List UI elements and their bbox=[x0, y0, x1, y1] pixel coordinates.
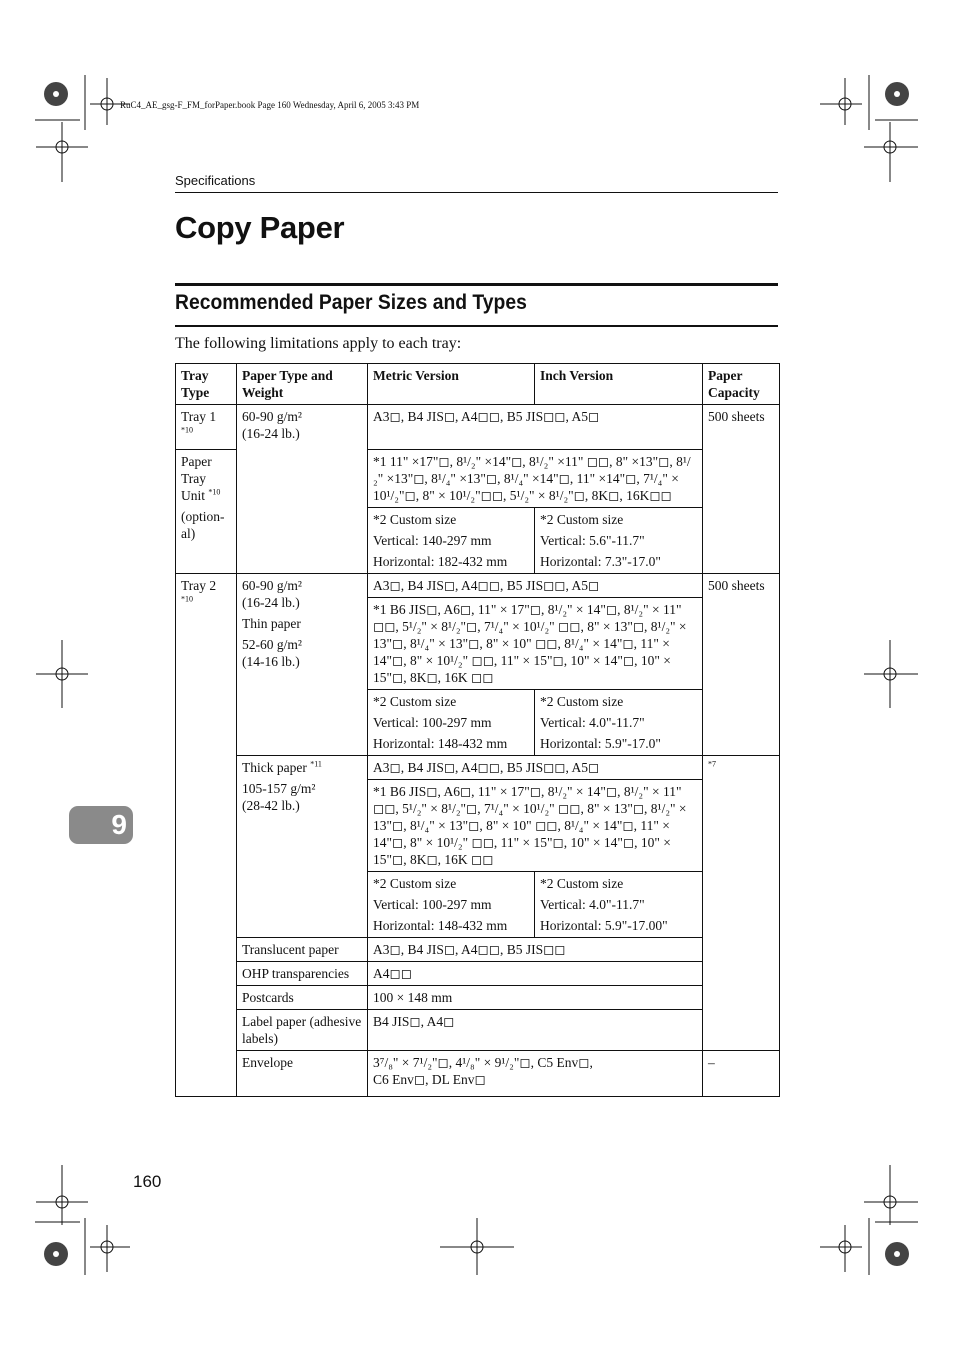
ptu-note: *10 bbox=[208, 487, 221, 497]
section-rule-bottom bbox=[175, 325, 778, 327]
ptu-custom-inch bbox=[535, 508, 703, 574]
custom-vertical: Vertical: 4.0"-11.7" bbox=[540, 715, 645, 730]
thick-capacity: *7 bbox=[708, 759, 716, 769]
tray2-weight-lb: (16-24 lb.) bbox=[242, 595, 300, 610]
envelope-sizes-line2: C6 Env◻, DL Env◻ bbox=[373, 1072, 486, 1087]
tray2-weight: 60-90 g/m² bbox=[242, 578, 302, 593]
custom-horizontal: Horizontal: 148-432 mm bbox=[373, 736, 508, 751]
thick-paper-label: Thick paper bbox=[242, 760, 307, 775]
chapter-tab: 9 bbox=[69, 806, 133, 844]
tray2-more-sizes: *1 B6 JIS◻, A6◻, 11" × 17"◻, 8¹/₂" × 14"◻, 8¹/₂" × 11" ◻◻, 5¹/₂" × 8¹/₂"◻, 7¹/₄" × 10¹/₂" ◻◻, 8" × 13"◻, 8¹/₂" × 13"◻, 8¹/₄" × 13"◻, 8" × 10" ◻◻, 8¹/₄" × 14"◻, 11" × 14"◻, 8" × 10¹/₂" ◻◻, 11" × 15"◻, 10" × 14"◻, 10" × 15"◻, 8K◻, 16K ◻◻ bbox=[368, 598, 703, 690]
thick-paper-note: *11 bbox=[310, 759, 322, 769]
ptu-label: Paper Tray Unit bbox=[181, 454, 212, 503]
custom-size-label: *2 Custom size bbox=[373, 694, 457, 709]
table-row bbox=[176, 574, 780, 598]
custom-vertical: Vertical: 4.0"-11.7" bbox=[540, 897, 645, 912]
thick-custom-inch bbox=[535, 872, 703, 938]
ptu-sizes: *1 11" ×17"◻, 8¹/₂" ×14"◻, 8¹/₂" ×11" ◻◻, 8" ×13"◻, 8¹/₂" ×13"◻, 8¹/₄" ×13"◻, 8¹/₄" ×14"◻, 11" ×14"◻, 7¹/₄" × 10¹/₂"◻, 8" × 10¹/₂"◻◻, 5¹/₂" × 8¹/₂"◻, 8K◻, 16K◻◻ bbox=[368, 450, 703, 508]
label-paper-label: Label paper (adhesive labels) bbox=[237, 1010, 368, 1051]
translucent-sizes: A3◻, B4 JIS◻, A4◻◻, B5 JIS◻◻ bbox=[368, 938, 703, 962]
thin-paper-weight: 52-60 g/m² bbox=[242, 637, 302, 652]
table-row bbox=[176, 962, 780, 986]
section-rule-top bbox=[175, 283, 778, 286]
custom-horizontal: Horizontal: 148-432 mm bbox=[373, 918, 508, 933]
thin-paper-weight-lb: (14-16 lb.) bbox=[242, 654, 300, 669]
tray1-weight: 60-90 g/m² bbox=[242, 409, 302, 424]
thin-paper-label: Thin paper bbox=[242, 616, 301, 631]
custom-vertical: Vertical: 100-297 mm bbox=[373, 715, 492, 730]
header-inch: Inch Version bbox=[535, 364, 703, 405]
custom-horizontal: Horizontal: 7.3"-17.0" bbox=[540, 554, 661, 569]
thick-custom-metric bbox=[368, 872, 535, 938]
table-row bbox=[176, 756, 780, 780]
custom-size-label: *2 Custom size bbox=[373, 512, 457, 527]
tray2-capacity: 500 sheets bbox=[703, 574, 780, 756]
table-row bbox=[176, 405, 780, 450]
tray1-label: Tray 1 bbox=[181, 409, 217, 424]
thick-sizes: A3◻, B4 JIS◻, A4◻◻, B5 JIS◻◻, A5◻ bbox=[368, 756, 703, 780]
page-number: 160 bbox=[133, 1172, 162, 1191]
tray1-weight-lb: (16-24 lb.) bbox=[242, 426, 300, 441]
thick-capacity-cell bbox=[703, 756, 780, 1051]
paper-spec-table bbox=[175, 363, 780, 1097]
table-row bbox=[176, 1051, 780, 1097]
ptu-label-cell bbox=[176, 450, 237, 574]
ohp-sizes: A4◻◻ bbox=[368, 962, 703, 986]
tray2-label: Tray 2 bbox=[181, 578, 217, 593]
envelope-capacity: – bbox=[703, 1051, 780, 1097]
tray2-weight-cell bbox=[237, 574, 368, 756]
thick-weight-cell bbox=[237, 756, 368, 938]
postcards-sizes: 100 × 148 mm bbox=[368, 986, 703, 1010]
thick-paper-weight-lb: (28-42 lb.) bbox=[242, 798, 300, 813]
label-paper-sizes: B4 JIS◻, A4◻ bbox=[368, 1010, 703, 1051]
custom-size-label: *2 Custom size bbox=[373, 876, 457, 891]
ptu-custom-metric bbox=[368, 508, 535, 574]
breadcrumb: Specifications bbox=[175, 173, 256, 188]
tray1-note: *10 bbox=[181, 425, 193, 435]
custom-size-label: *2 Custom size bbox=[540, 876, 624, 891]
table-header-row bbox=[176, 364, 780, 405]
ptu-optional: (option-al) bbox=[181, 509, 225, 541]
tray1-sizes: A3◻, B4 JIS◻, A4◻◻, B5 JIS◻◻, A5◻ bbox=[368, 405, 703, 450]
envelope-label: Envelope bbox=[237, 1051, 368, 1097]
thick-more-sizes: *1 B6 JIS◻, A6◻, 11" × 17"◻, 8¹/₂" × 14"◻, 8¹/₂" × 11" ◻◻, 5¹/₂" × 8¹/₂"◻, 7¹/₄" × 10¹/₂" ◻◻, 8" × 13"◻, 8¹/₂" × 13"◻, 8¹/₄" × 13"◻, 8" × 10" ◻◻, 8¹/₄" × 14"◻, 11" × 14"◻, 8" × 10¹/₂" ◻◻, 11" × 15"◻, 10" × 14"◻, 10" × 15"◻, 8K◻, 16K ◻◻ bbox=[368, 780, 703, 872]
table-row bbox=[176, 986, 780, 1010]
header-metric: Metric Version bbox=[368, 364, 535, 405]
custom-vertical: Vertical: 100-297 mm bbox=[373, 897, 492, 912]
translucent-label: Translucent paper bbox=[237, 938, 368, 962]
section-title: Recommended Paper Sizes and Types bbox=[175, 291, 527, 314]
tray2-sizes: A3◻, B4 JIS◻, A4◻◻, B5 JIS◻◻, A5◻ bbox=[368, 574, 703, 598]
custom-size-label: *2 Custom size bbox=[540, 512, 624, 527]
tray2-label-cell bbox=[176, 574, 237, 1097]
intro-text: The following limitations apply to each tray: bbox=[175, 335, 462, 352]
table-row bbox=[176, 938, 780, 962]
custom-vertical: Vertical: 140-297 mm bbox=[373, 533, 492, 548]
custom-vertical: Vertical: 5.6"-11.7" bbox=[540, 533, 645, 548]
file-info: RuC4_AE_gsg-F_FM_forPaper.book Page 160 Wednesday, April 6, 2005 3:43 PM bbox=[120, 100, 420, 110]
tray1-capacity: 500 sheets bbox=[703, 405, 780, 574]
tray2-custom-inch bbox=[535, 690, 703, 756]
custom-size-label: *2 Custom size bbox=[540, 694, 624, 709]
ohp-label: OHP transparencies bbox=[237, 962, 368, 986]
tray1-weight-cell bbox=[237, 405, 368, 574]
table-row bbox=[176, 1010, 780, 1051]
tray2-custom-metric bbox=[368, 690, 535, 756]
custom-horizontal: Horizontal: 5.9"-17.00" bbox=[540, 918, 668, 933]
header-tray-type: Tray Type bbox=[176, 364, 237, 405]
tray1-label-cell bbox=[176, 405, 237, 450]
envelope-sizes-cell bbox=[368, 1051, 703, 1097]
header-paper-type: Paper Type and Weight bbox=[237, 364, 368, 405]
custom-horizontal: Horizontal: 5.9"-17.0" bbox=[540, 736, 661, 751]
postcards-label: Postcards bbox=[237, 986, 368, 1010]
breadcrumb-divider bbox=[175, 192, 778, 193]
envelope-sizes-line1: 3⁷/₈" × 7¹/₂"◻, 4¹/₈" × 9¹/₂"◻, C5 Env◻, bbox=[373, 1055, 593, 1070]
header-capacity: Paper Capacity bbox=[703, 364, 780, 405]
custom-horizontal: Horizontal: 182-432 mm bbox=[373, 554, 508, 569]
page-title: Copy Paper bbox=[175, 210, 345, 245]
thick-paper-weight: 105-157 g/m² bbox=[242, 781, 316, 796]
tray2-note: *10 bbox=[181, 594, 193, 604]
